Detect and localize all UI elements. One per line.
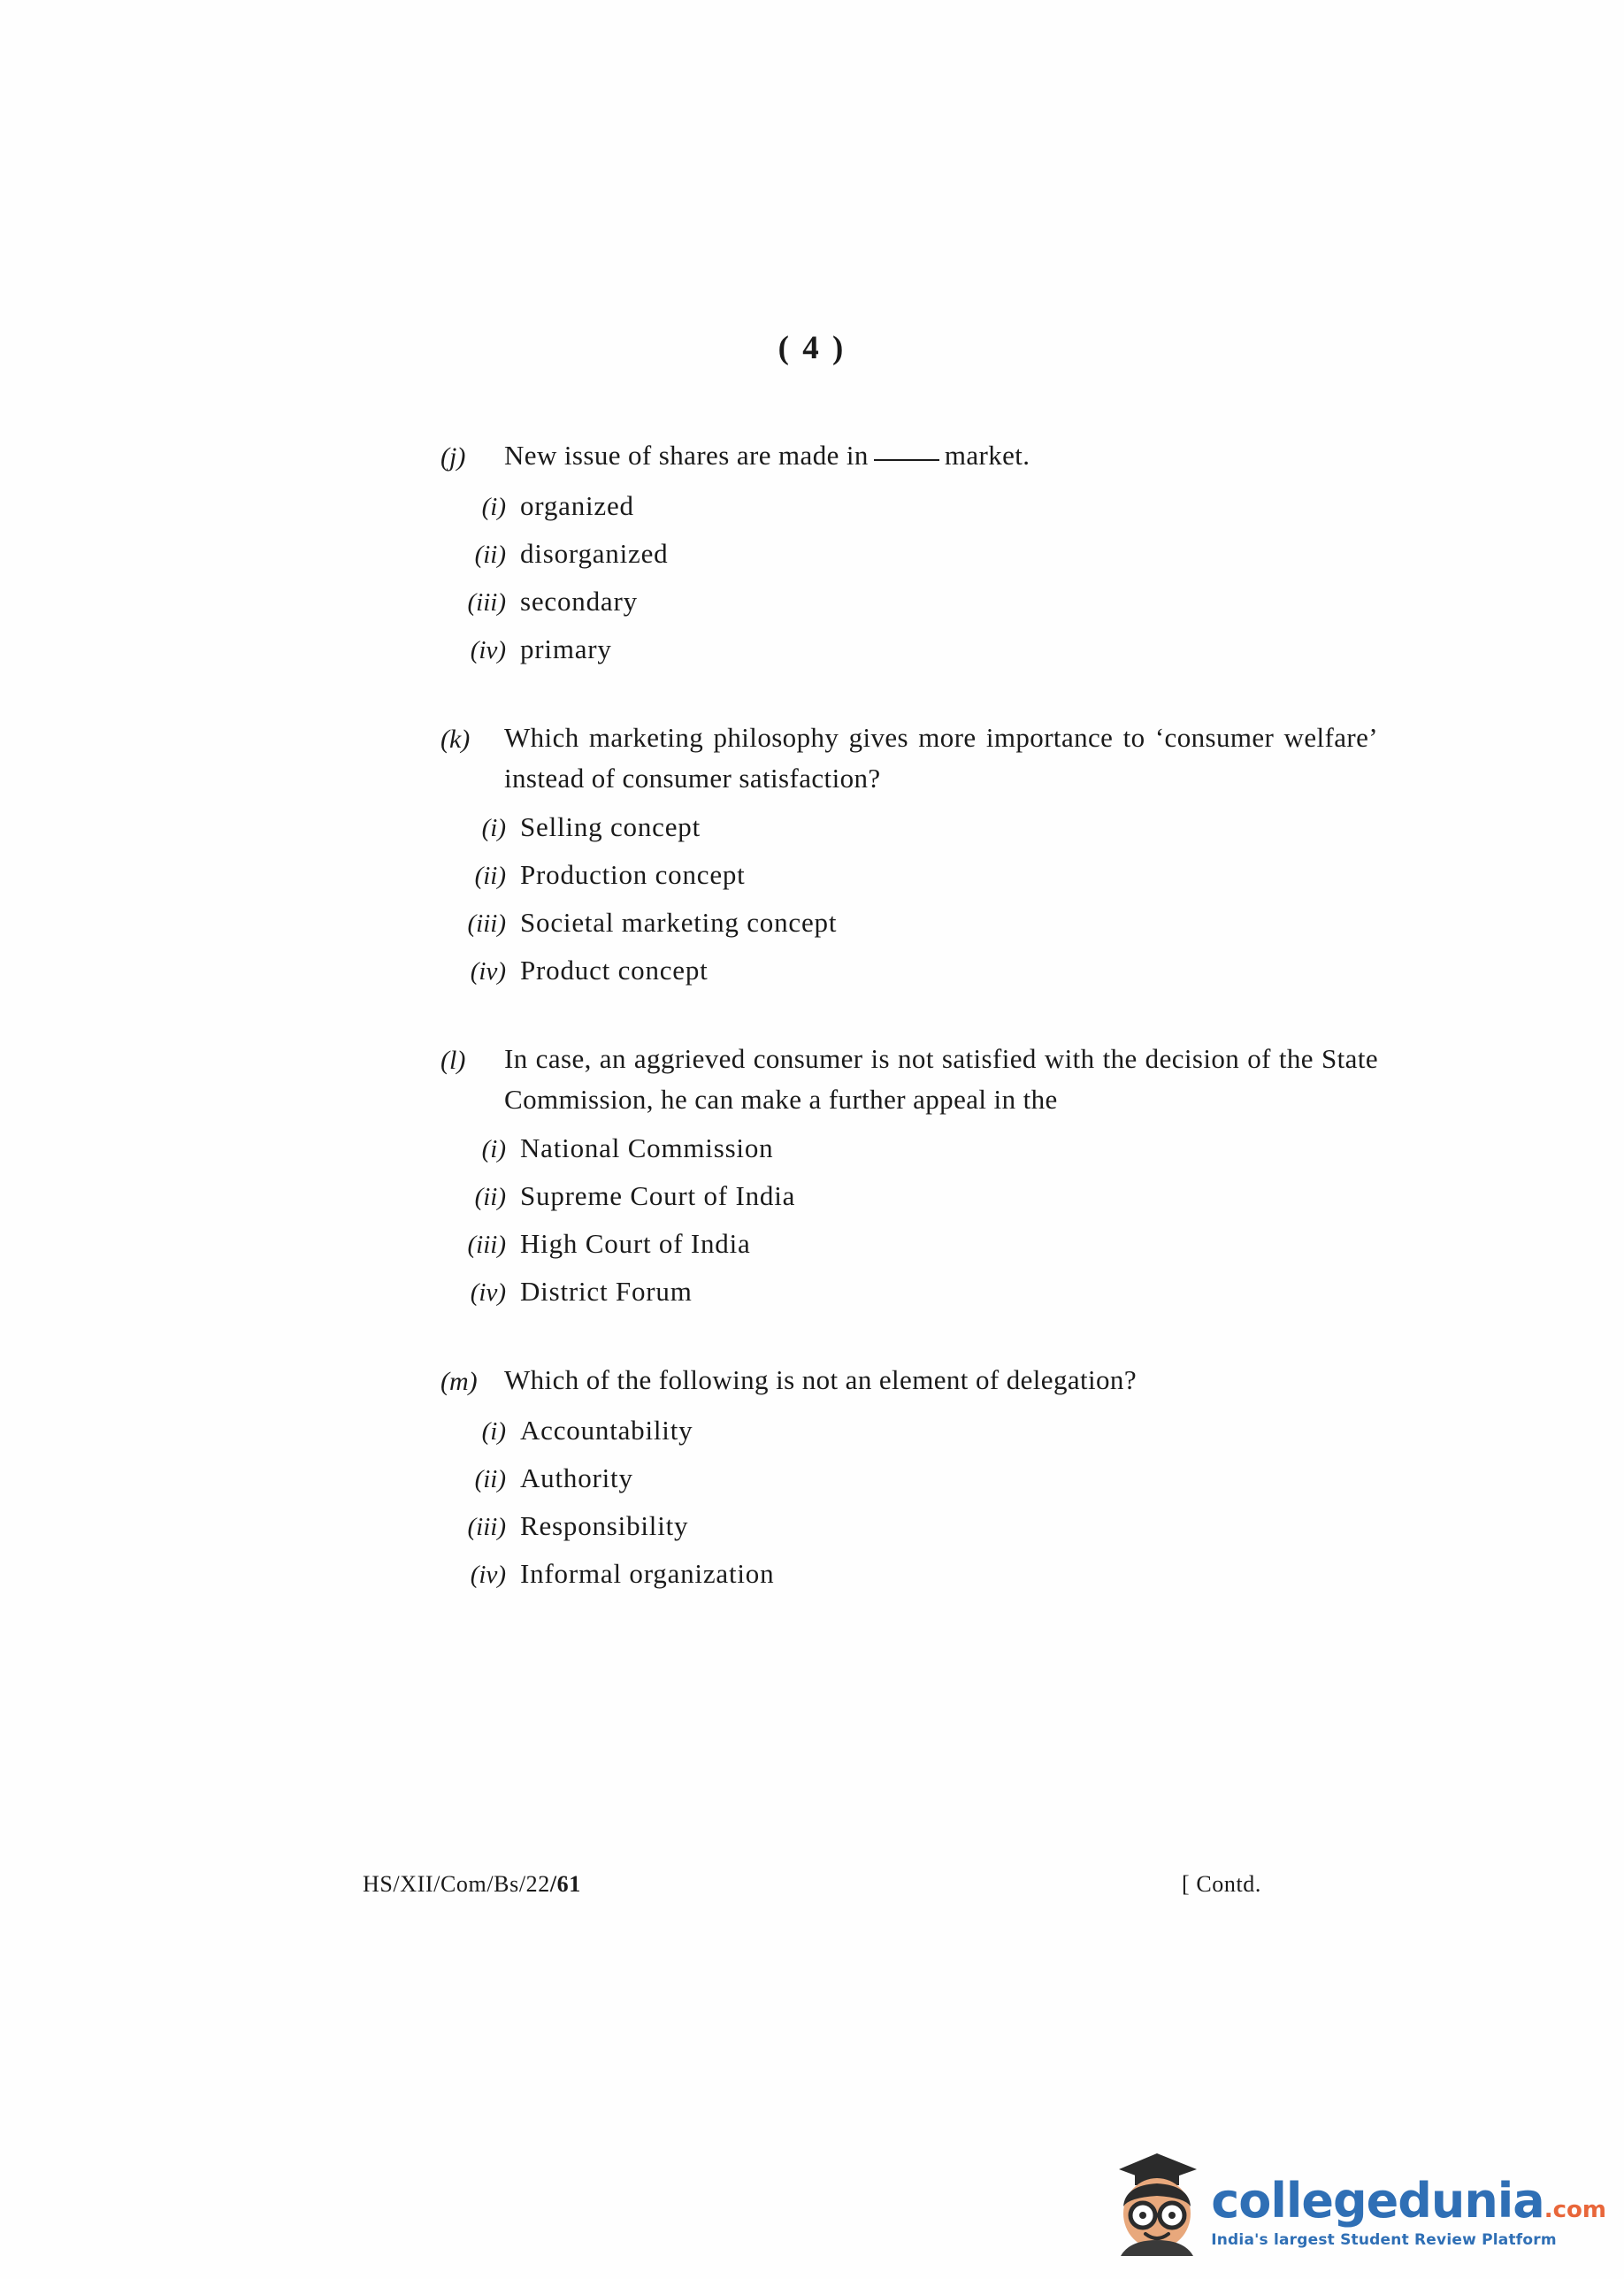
page-footer	[363, 1871, 1261, 1898]
option-number: (iii)	[467, 1231, 506, 1259]
option-item[interactable]	[440, 1508, 1378, 1545]
collegedunia-watermark	[1108, 2132, 1606, 2256]
question-text: Which of the following is not an element of delegation?	[504, 1364, 1137, 1395]
option-number: (iii)	[467, 1513, 506, 1541]
option-number: (iii)	[467, 909, 506, 938]
question-text: Which marketing philosophy gives more importance to ‘consumer welfare’ instead of consumer satisfaction?	[504, 722, 1378, 794]
question-item	[440, 1360, 1378, 1402]
paper-code	[363, 1871, 581, 1898]
mascot-icon	[1108, 2143, 1206, 2256]
option-label: High Court of India	[520, 1228, 751, 1259]
watermark-brand-name: collegedunia	[1211, 2173, 1544, 2229]
option-label: Responsibility	[520, 1510, 689, 1541]
question-item	[440, 1039, 1378, 1120]
question-text-before-blank: New issue of shares are made in	[504, 440, 869, 471]
option-item[interactable]	[440, 953, 1378, 989]
option-number: (iv)	[470, 636, 506, 664]
contd-label: [ Contd.	[1181, 1871, 1261, 1897]
question-text-after-blank: market.	[944, 440, 1030, 471]
option-label: organized	[520, 490, 634, 521]
option-item[interactable]	[440, 536, 1378, 572]
paper-code-suffix: /61	[549, 1871, 581, 1897]
option-number: (iv)	[470, 1278, 506, 1307]
option-item[interactable]	[440, 584, 1378, 620]
question-label: (j)	[440, 442, 466, 472]
option-label: Supreme Court of India	[520, 1180, 796, 1211]
option-item[interactable]	[440, 1226, 1378, 1262]
question-item	[440, 717, 1378, 799]
option-item[interactable]	[440, 1274, 1378, 1310]
question-label: (l)	[440, 1046, 466, 1075]
option-label: Authority	[520, 1462, 633, 1493]
watermark-text	[1211, 2173, 1606, 2256]
watermark-tagline: India's largest Student Review Platform	[1211, 2231, 1557, 2249]
option-number: (ii)	[474, 862, 506, 890]
question-item	[440, 435, 1378, 478]
option-list	[440, 810, 1378, 989]
option-number: (i)	[481, 1135, 506, 1163]
option-number: (i)	[481, 1417, 506, 1446]
page-number: ( 4 )	[778, 330, 846, 366]
option-item[interactable]	[440, 1413, 1378, 1449]
option-label: Accountability	[520, 1415, 693, 1446]
option-label: Informal organization	[520, 1558, 775, 1589]
option-item[interactable]	[440, 1556, 1378, 1592]
option-number: (iii)	[467, 588, 506, 617]
question-list	[440, 435, 1378, 1642]
option-label: disorganized	[520, 538, 669, 569]
option-item[interactable]	[440, 857, 1378, 894]
option-item[interactable]	[440, 905, 1378, 941]
watermark-domain: .com	[1544, 2197, 1606, 2223]
option-item[interactable]	[440, 632, 1378, 668]
option-number: (ii)	[474, 1183, 506, 1211]
option-label: Production concept	[520, 859, 746, 890]
question-label: (m)	[440, 1367, 478, 1396]
option-number: (iv)	[470, 1561, 506, 1589]
option-item[interactable]	[440, 1461, 1378, 1497]
option-list	[440, 1131, 1378, 1310]
option-number: (i)	[481, 493, 506, 521]
option-list	[440, 1413, 1378, 1592]
fill-blank	[874, 441, 939, 461]
paper-code-prefix: HS/XII/Com/Bs/22	[363, 1871, 550, 1897]
watermark-brand	[1211, 2173, 1606, 2229]
option-number: (ii)	[474, 541, 506, 569]
option-label: National Commission	[520, 1132, 774, 1163]
option-label: primary	[520, 633, 612, 664]
option-item[interactable]	[440, 810, 1378, 846]
option-label: Product concept	[520, 955, 709, 986]
option-number: (ii)	[474, 1465, 506, 1493]
option-label: secondary	[520, 586, 638, 617]
option-number: (i)	[481, 814, 506, 842]
question-text	[504, 435, 1378, 476]
option-number: (iv)	[470, 957, 506, 986]
question-label: (k)	[440, 725, 471, 754]
option-label: District Forum	[520, 1276, 693, 1307]
option-label: Societal marketing concept	[520, 907, 838, 938]
question-text: In case, an aggrieved consumer is not satisfied with the decision of the State Commission, he can make a further appeal in the	[504, 1043, 1378, 1115]
option-label: Selling concept	[520, 811, 701, 842]
option-item[interactable]	[440, 1131, 1378, 1167]
option-item[interactable]	[440, 1178, 1378, 1215]
option-list	[440, 488, 1378, 668]
option-item[interactable]	[440, 488, 1378, 525]
